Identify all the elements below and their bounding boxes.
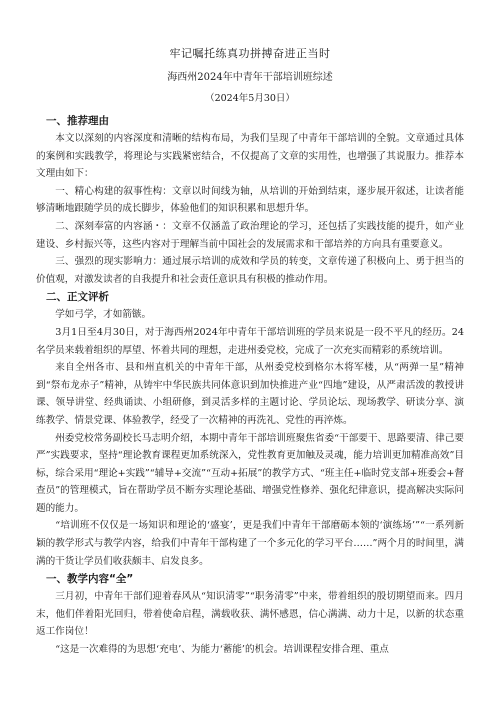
document-title: 牢记嘱托练真功拼搏奋进正当时 bbox=[169, 47, 331, 60]
section-heading: 一、教学内容“全” bbox=[46, 573, 134, 586]
document-subtitle: 海西州2024年中青年干部培训班综述 bbox=[167, 72, 333, 83]
section-heading: 一、推荐理由 bbox=[46, 115, 109, 127]
paragraph: 州委党校常务副校长马志明介绍，本期中青年干部培训班聚焦省委“干部要干、思路要清、律己要严”实践要求，坚持“理论教育课程更加系统深入，党性教育更加触及灵魂，能力培训更加精准高效”目标，综合采用“理论+实践”“辅导+交流”“互动+拓展”的教学方式、“班主任+临时党支部+班委会+督查员”的管理模式，旨在帮助学员不断夯实理论基础、增强党性修养、强化纪律意识，提高解决实际问题的能力。 bbox=[36, 432, 464, 514]
paragraph: 三、强烈的现实影响力：通过展示培训的成效和学员的转变，文章传递了积极向上、勇于担当的价值观，对激发读者的自我提升和社会责任意识具有积极的推动作用。 bbox=[36, 256, 464, 285]
section-heading: 二、正文评析 bbox=[46, 291, 109, 304]
section-review bbox=[36, 288, 464, 570]
paragraph: 三月初，中青年干部们迎着春风从“知识清零”“职务清零”中来，带着组织的殷切期望而来。四月末，他们伴着阳光回归，带着使命启程，满载收获、满怀感恩，信心满满、动力十足，以新的状态重返工作岗位！ bbox=[36, 591, 464, 638]
paragraph: “培训班不仅仅是一场知识和理论的‘盛宴’，更是我们中青年干部磨砺本领的‘演练场’”“一系列新颖的教学形式与教学内容，给我们中青年干部构建了一个多元化的学习平台……”两个月的时间里，满满的干货让学员们收获颇丰、启发良多。 bbox=[36, 520, 464, 567]
section-teaching-content bbox=[36, 570, 464, 658]
paragraph: 3月1日至4月30日，对于海西州2024年中青年干部培训班的学员来说是一段不平凡的经历。24名学员来载着组织的厚望、怀着共同的理想，走进州委党校，完成了一次充实而精彩的系统培训。 bbox=[36, 326, 464, 356]
section-recommendation bbox=[36, 112, 464, 288]
document-date: （2024年5月30日） bbox=[205, 93, 295, 104]
paragraph: 二、深刻奉富的内容涵・：文章不仅涵盖了政治理论的学习，还包括了实践技能的提升，如产业建设、乡村振兴等，这些内容对于理解当前中国社会的发展需求和干部培养的方向具有重要意义。 bbox=[36, 220, 464, 250]
paragraph: 学如弓学，才如箭镞。 bbox=[55, 309, 152, 321]
paragraph: 来自全州各市、县和州直机关的中青年干部，从州委党校到格尔木将军楼，从“两弹一星”精神到“祭布龙赤子”精神，从铸牢中华民族共同体意识到加快推进产业“四地”建设，从严肃活泼的教授讲课、领导讲堂、经典诵读、小组研修，到灵活多样的主题讨论、学员论坛、现场教学、研读分享、演练教学、情景党课、体验教学，经受了一次精神的再洗礼、党性的再淬炼。 bbox=[36, 362, 464, 426]
paragraph: 一、精心构建的叙事性构：文章以时间线为轴，从培训的开始到结束，逐步展开叙述，让读者能够清晰地跟随学员的成长脚步，体验他们的知识积累和思想升华。 bbox=[36, 185, 464, 215]
paragraph: 本文以深刻的内容深度和清晰的结构布局，为我们呈现了中青年干部培训的全貌。文章通过具体的案例和实践教学，将理论与实践紧密结合，不仅提高了文章的实用性，也增强了其说服力。推荐本文理由如下： bbox=[36, 133, 464, 180]
paragraph: “这是一次难得的为思想‘充电’、为能力‘蓄能’的机会。培训课程安排合理、重点 bbox=[55, 644, 389, 656]
